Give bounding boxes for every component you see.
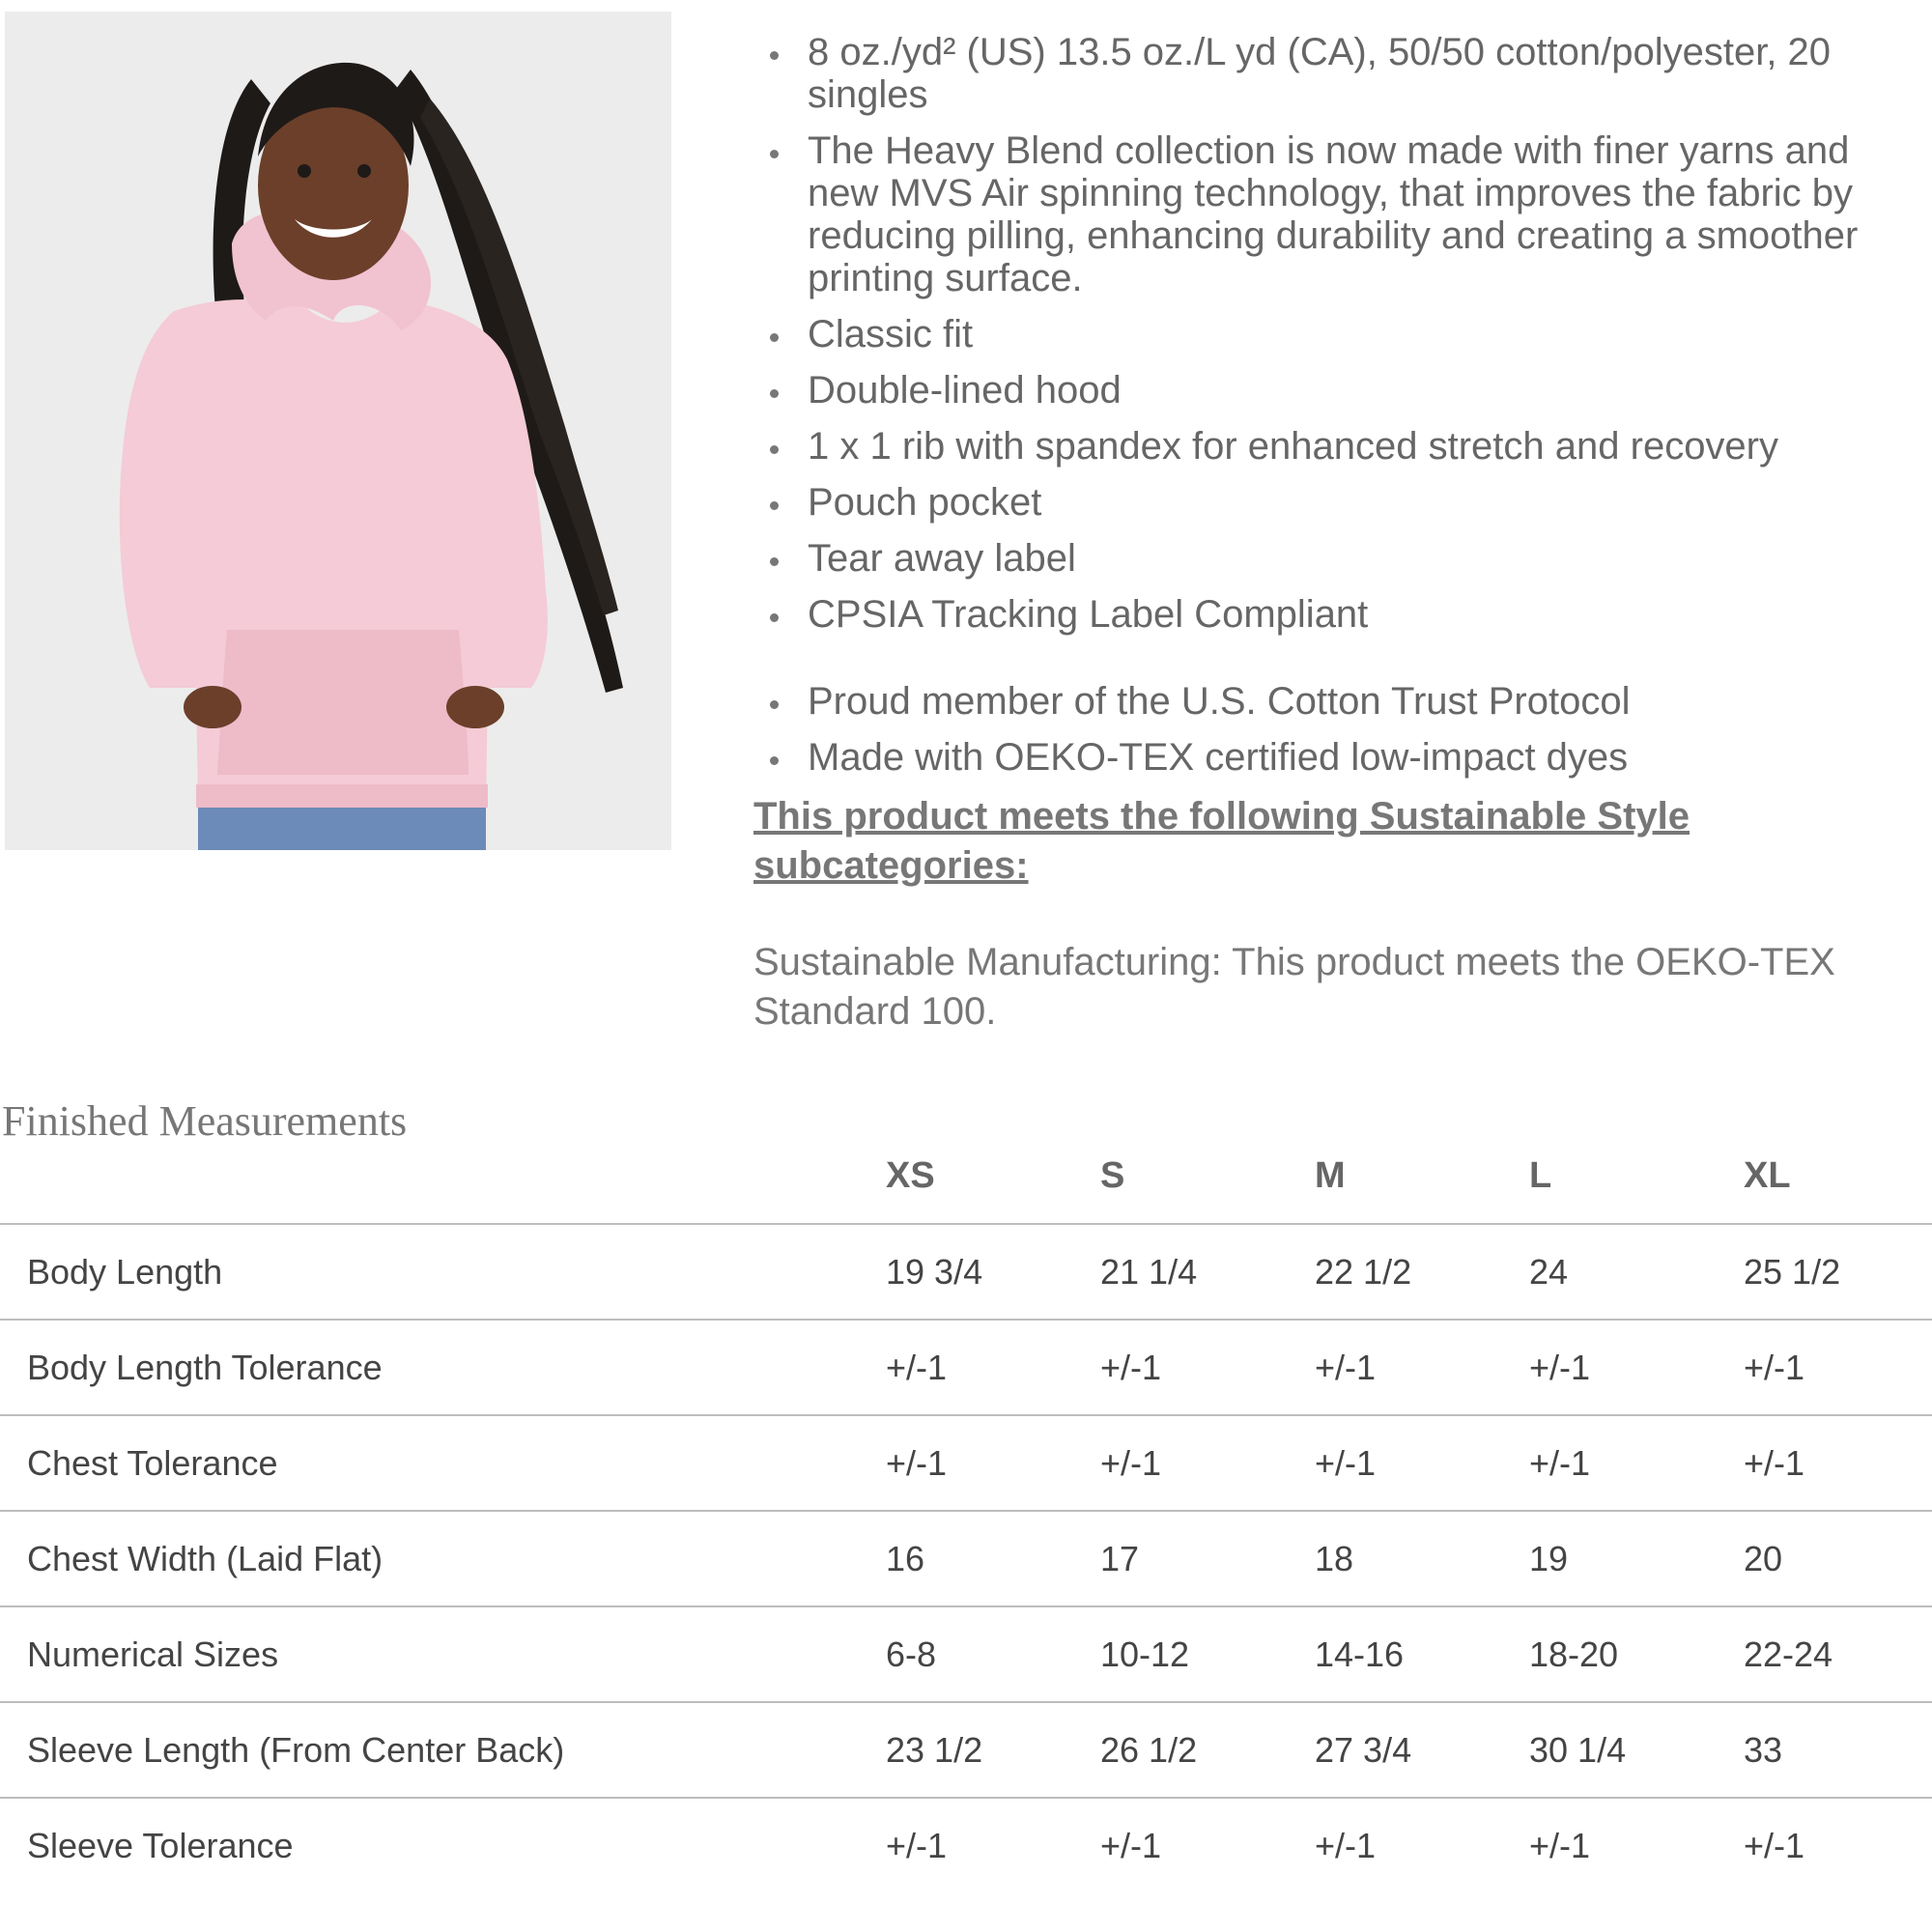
table-cell: 18-20: [1503, 1606, 1718, 1702]
sustainable-style-heading: This product meets the following Sustainable Style subcategories:: [753, 795, 1690, 887]
table-cell: +/-1: [860, 1320, 1074, 1415]
table-cell: 19: [1503, 1511, 1718, 1606]
row-label: Chest Width (Laid Flat): [0, 1511, 860, 1606]
size-header: S: [1074, 1155, 1289, 1224]
table-header-row: [0, 1155, 1932, 1224]
feature-text: CPSIA Tracking Label Compliant: [808, 593, 1369, 636]
bullet-icon: [770, 445, 779, 454]
size-header: XS: [860, 1155, 1074, 1224]
product-illustration: [5, 12, 671, 850]
size-header: L: [1503, 1155, 1718, 1224]
bullet-icon: [770, 389, 779, 398]
table-cell: +/-1: [1718, 1320, 1932, 1415]
table-cell: 26 1/2: [1074, 1702, 1289, 1798]
table-cell: 24: [1503, 1224, 1718, 1320]
table-row: [0, 1798, 1932, 1892]
product-details: [753, 31, 1903, 1037]
bullet-icon: [770, 756, 779, 765]
table-cell: +/-1: [860, 1415, 1074, 1511]
table-cell: +/-1: [1074, 1415, 1289, 1511]
jeans-shape: [198, 804, 486, 850]
table-cell: 22 1/2: [1289, 1224, 1503, 1320]
table-cell: 10-12: [1074, 1606, 1289, 1702]
table-cell: 23 1/2: [860, 1702, 1074, 1798]
feature-item: [753, 129, 1903, 299]
feature-item: [753, 537, 1903, 580]
feature-item: [753, 31, 1903, 116]
sustainability-text: Proud member of the U.S. Cotton Trust Protocol: [808, 680, 1631, 723]
sustainability-item: [753, 736, 1903, 779]
size-header: M: [1289, 1155, 1503, 1224]
size-header: XL: [1718, 1155, 1932, 1224]
table-cell: +/-1: [1529, 1825, 1591, 1865]
feature-item: [753, 425, 1903, 468]
row-label: Numerical Sizes: [0, 1606, 860, 1702]
feature-item: [753, 593, 1903, 636]
feature-text: Pouch pocket: [808, 481, 1042, 524]
table-row: [0, 1415, 1932, 1511]
table-cell: +/-1: [1718, 1415, 1932, 1511]
feature-text: 8 oz./yd² (US) 13.5 oz./L yd (CA), 50/50 cotton/polyester, 20 singles: [808, 31, 1832, 116]
table-cell: +/-1: [886, 1825, 948, 1865]
bullet-icon: [770, 700, 779, 709]
bullet-icon: [770, 150, 779, 158]
table-row: [0, 1606, 1932, 1702]
feature-list: [753, 31, 1903, 636]
feature-text: 1 x 1 rib with spandex for enhanced stretch and recovery: [808, 425, 1778, 468]
table-row: [0, 1224, 1932, 1320]
sustainable-manufacturing-text: Sustainable Manufacturing: This product meets the OEKO-TEX Standard 100.: [753, 941, 1835, 1033]
table-cell: 22-24: [1718, 1606, 1932, 1702]
bullet-icon: [770, 501, 779, 510]
table-cell: +/-1: [1100, 1825, 1162, 1865]
table-row: [0, 1320, 1932, 1415]
feature-item: [753, 313, 1903, 355]
bullet-icon: [770, 557, 779, 566]
table-cell: 20: [1718, 1511, 1932, 1606]
row-label: Sleeve Length (From Center Back): [0, 1702, 860, 1798]
row-label: Sleeve Tolerance: [27, 1825, 294, 1865]
row-label: Body Length: [0, 1224, 860, 1320]
product-image: [5, 12, 671, 850]
table-cell: +/-1: [1074, 1320, 1289, 1415]
table-cell: 14-16: [1289, 1606, 1503, 1702]
header-label-cell: [0, 1155, 860, 1224]
table-cell: +/-1: [1289, 1320, 1503, 1415]
table-row: [0, 1702, 1932, 1798]
sustainability-list: [753, 680, 1903, 779]
bullet-icon: [770, 51, 779, 60]
table-cell: +/-1: [1503, 1415, 1718, 1511]
feature-text: Double-lined hood: [808, 369, 1122, 412]
table-cell: 17: [1074, 1511, 1289, 1606]
feature-text: Classic fit: [808, 313, 974, 355]
bullet-icon: [770, 613, 779, 622]
feature-text: Tear away label: [808, 537, 1076, 580]
table-cell: 16: [860, 1511, 1074, 1606]
table-row: [0, 1511, 1932, 1606]
table-cell: +/-1: [1315, 1825, 1377, 1865]
table-cell: 25 1/2: [1718, 1224, 1932, 1320]
table-cell: 30 1/4: [1503, 1702, 1718, 1798]
table-cell: +/-1: [1289, 1415, 1503, 1511]
table-cell: 33: [1718, 1702, 1932, 1798]
table-cell: 6-8: [860, 1606, 1074, 1702]
row-label: Body Length Tolerance: [0, 1320, 860, 1415]
table-cell: +/-1: [1503, 1320, 1718, 1415]
feature-item: [753, 369, 1903, 412]
table-cell: 18: [1289, 1511, 1503, 1606]
row-label: Chest Tolerance: [0, 1415, 860, 1511]
table-cell: 21 1/4: [1074, 1224, 1289, 1320]
table-cell: +/-1: [1744, 1825, 1805, 1865]
measurements-title: Finished Measurements: [2, 1097, 408, 1145]
measurements-table: [0, 1155, 1932, 1892]
table-cell: 27 3/4: [1289, 1702, 1503, 1798]
bullet-icon: [770, 333, 779, 342]
sustainability-item: [753, 680, 1903, 723]
table-cell: 19 3/4: [860, 1224, 1074, 1320]
feature-text: The Heavy Blend collection is now made with finer yarns and new MVS Air spinning technology, that improves the fabric by reducing pilling, enhancing durability and creating a smoother printing surface.: [808, 129, 1859, 299]
feature-item: [753, 481, 1903, 524]
sustainability-text: Made with OEKO-TEX certified low-impact dyes: [808, 736, 1629, 779]
